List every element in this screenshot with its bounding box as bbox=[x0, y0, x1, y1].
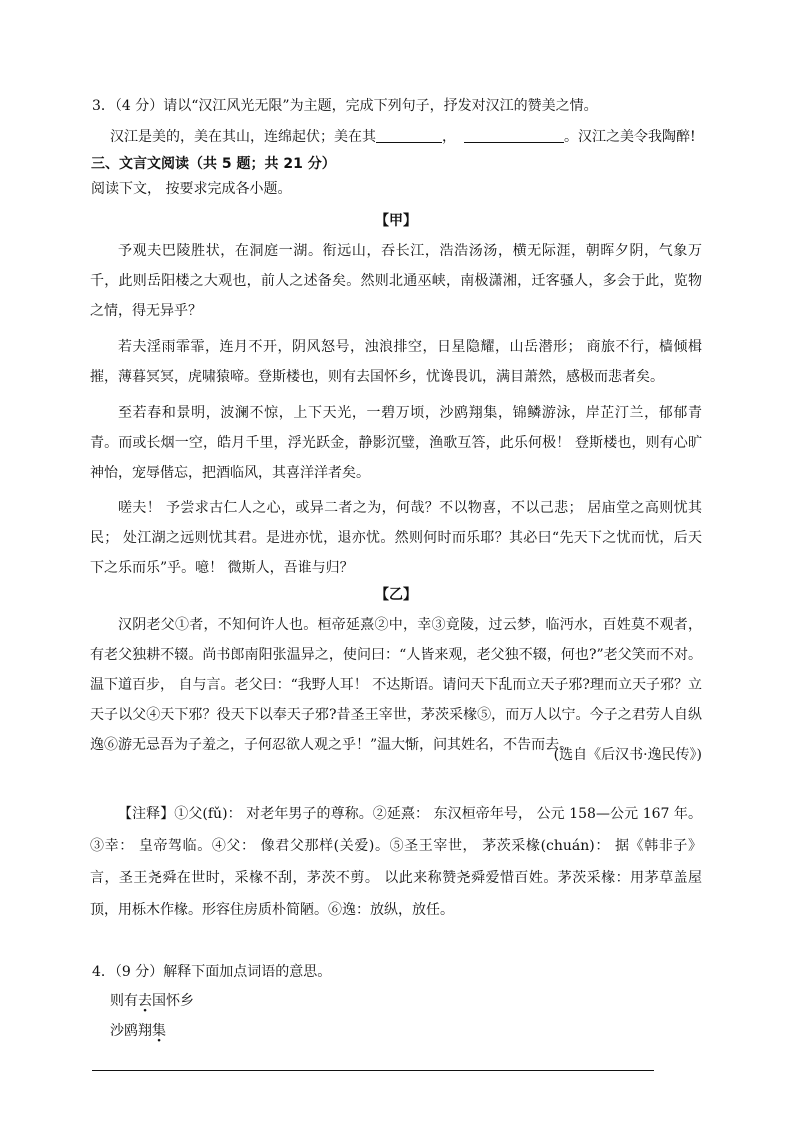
passage-yi-title: 【乙】 bbox=[375, 587, 417, 603]
q4-item-1-pre: 则有 bbox=[110, 993, 138, 1009]
q4-prompt: 4．（9 分）解释下面加点词语的意思。 bbox=[92, 964, 332, 980]
section-3-instruction: 阅读下文， 按要求完成各小题。 bbox=[91, 181, 292, 197]
answer-line[interactable] bbox=[92, 1070, 654, 1071]
yi-paragraph: 汉阴老父①者，不知何许人也。桓帝延熹②中，幸③竟陵，过云梦，临沔水，百姓莫不观者，有老父独耕不辍。尚书郎南阳张温异之，使问曰：“人皆来观，老父独不辍，何也?”老父笑而不对。温下道百步， 自与言。老父曰：“我野人耳！ 不达斯语。请问天下乱而立天子邪?理而立天子邪？立天子以父④天下邪？役天下以奉天子邪?昔圣王宰世，茅茨采椽⑤，而万人以宁。今子之君劳人自纵逸⑥游无忌吾为子羞之，子何忍欲人观之乎！”温大惭，问其姓名，不告而去。 bbox=[90, 617, 702, 753]
q3-prompt: 3．（4 分）请以“汉江风光无限”为主题，完成下列句子，抒发对汉江的赞美之情。 bbox=[92, 98, 598, 114]
q4-item-1-post: 国怀乡 bbox=[152, 993, 194, 1009]
q4-item-1 bbox=[110, 991, 194, 1011]
jia-paragraph-2: 若夫淫雨霏霏，连月不开，阴风怒号，浊浪排空，日星隐耀，山岳潜形； 商旅不行，樯倾楫摧，薄暮冥冥，虎啸猿啼。登斯楼也，则有去国怀乡，忧谗畏讥，满目萧然，感极而悲者矣。 bbox=[90, 339, 702, 385]
q3-line-a: 汉江是美的，美在其山，连绵起伏；美在其 bbox=[110, 129, 376, 145]
jia-paragraph-1: 予观夫巴陵胜状，在洞庭一湖。衔远山，吞长江，浩浩汤汤，横无际涯，朝晖夕阴，气象万千，此则岳阳楼之大观也，前人之述备矣。然则北通巫峡，南极潇湘，迁客骚人，多会于此，览物之情，得无异乎？ bbox=[90, 243, 702, 319]
q3-blank-2[interactable] bbox=[464, 128, 564, 143]
annotation-notes: 【注释】①父(fǔ)： 对老年男子的尊称。②延熹： 东汉桓帝年号， 公元 158—公元 167 年。③幸： 皇帝驾临。④父： 像君父那样(关爱)。⑤圣王宰世， 茅茨采椽(chuán)： 据《韩非子》言，圣王尧舜在世时，采椽不刮，茅茨不剪。 以此来称赞尧舜爱惜百姓。茅茨采椽：用茅草盖屋顶，用栎木作椽。形容住房质朴简陋。⑥逸：放纵，放任。 bbox=[90, 806, 702, 918]
q4-item-2-dotted-word: 集 bbox=[152, 1023, 166, 1039]
q4-item-1-dotted-word: 去 bbox=[138, 993, 152, 1009]
section-3-heading: 三、文言文阅读（共 5 题；共 21 分） bbox=[91, 156, 336, 172]
passage-jia-title: 【甲】 bbox=[375, 213, 417, 229]
q4-item-2 bbox=[110, 1021, 166, 1041]
q4-item-2-pre: 沙鸥翔 bbox=[110, 1023, 152, 1039]
q3-fill-sentence bbox=[110, 127, 696, 147]
q3-line-b: 。汉江之美令我陶醉! bbox=[564, 129, 696, 145]
q3-separator: ， bbox=[442, 129, 456, 145]
jia-paragraph-4: 嗟夫！ 予尝求古仁人之心，或异二者之为，何哉？不以物喜，不以己悲； 居庙堂之高则忧其民； 处江湖之远则忧其君。是进亦忧，退亦忧。然则何时而乐耶？其必曰“先天下之忧而忧，后天下之乐而乐”乎。噫！ 微斯人，吾谁与归？ bbox=[90, 500, 702, 576]
jia-paragraph-3: 至若春和景明，波澜不惊，上下天光，一碧万顷，沙鸥翔集，锦鳞游泳，岸芷汀兰，郁郁青青。而或长烟一空，皓月千里，浮光跃金，静影沉璧，渔歌互答，此乐何极！ 登斯楼也，则有心旷神怡，宠辱偕忘，把酒临风，其喜洋洋者矣。 bbox=[90, 405, 702, 481]
yi-source: (选自《后汉书·逸民传》) bbox=[553, 747, 702, 763]
q3-blank-1[interactable] bbox=[376, 128, 442, 143]
